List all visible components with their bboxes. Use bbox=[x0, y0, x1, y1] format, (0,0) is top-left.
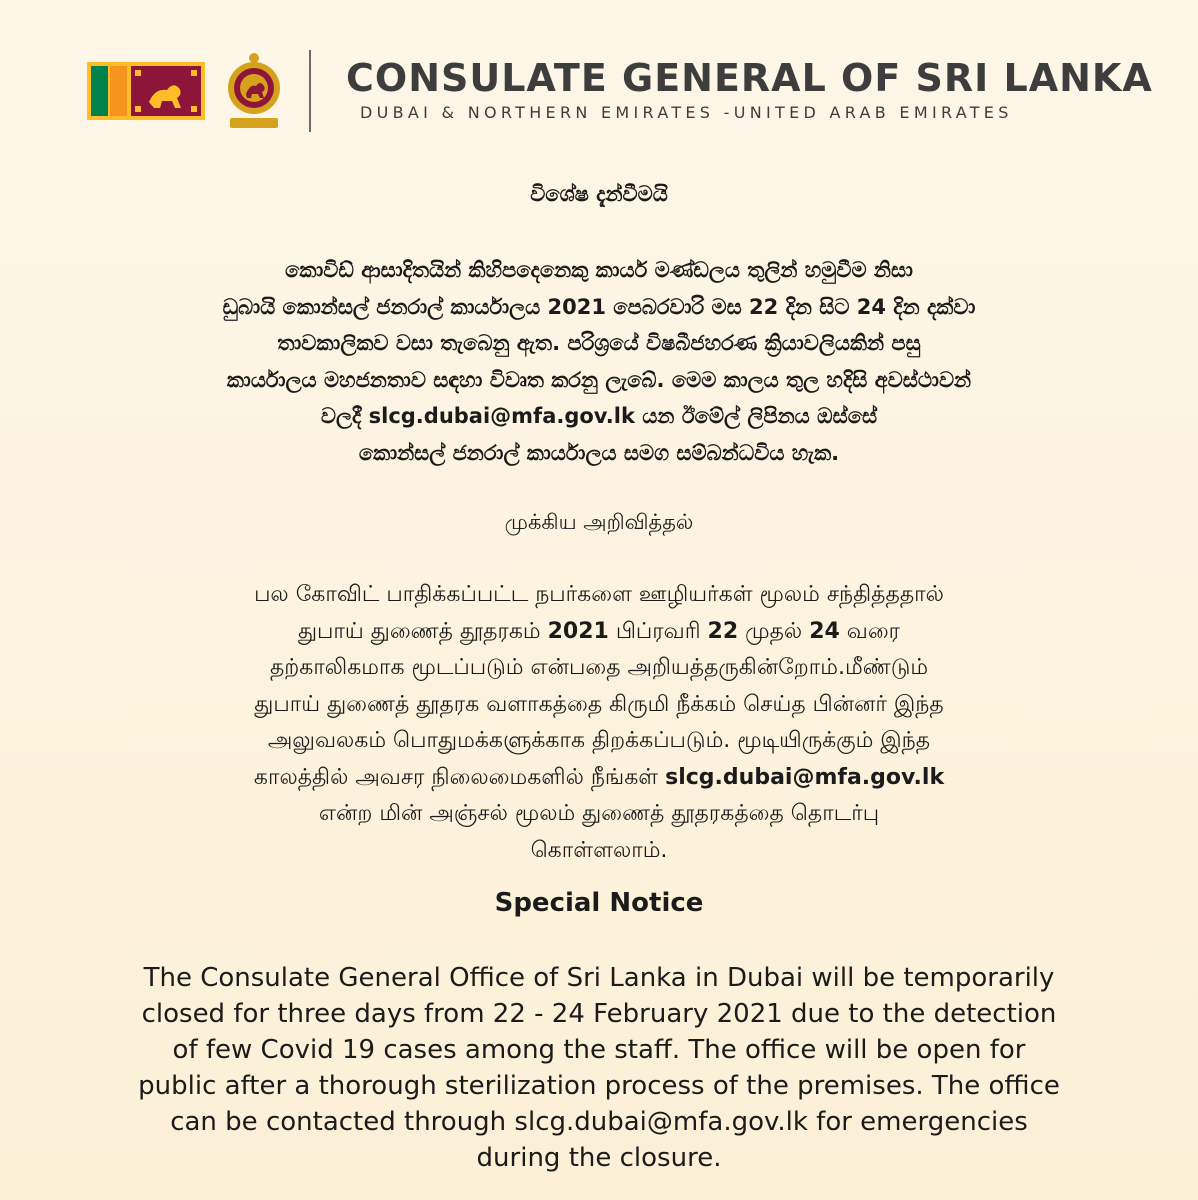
tamil-line: பல கோவிட் பாதிக்கப்பட்ட நபர்களை ஊழியர்கள் மூலம் சந்தித்ததால் bbox=[254, 582, 944, 607]
sinhala-line: තාවකාලිකව වසා තැබෙනු ඇත. පරිශ්‍රයේ විෂබීජහරණ ක්‍රියාවලියකින් පසු bbox=[277, 331, 921, 355]
tamil-heading: முக்கிய அறிவித்தல் bbox=[504, 510, 694, 534]
tamil-end-day: 24 bbox=[809, 618, 840, 644]
english-line: can be contacted through slcg.dubai@mfa.gov.lk for emergencies bbox=[170, 1107, 1028, 1137]
header bbox=[0, 0, 1198, 150]
tamil-start-day: 22 bbox=[707, 618, 739, 644]
english-line: during the closure. bbox=[476, 1143, 722, 1173]
tamil-line bbox=[60, 760, 1138, 797]
sinhala-line: කාර්යාලය මහජනතාව සඳහා විවෘත කරනු ලැබේ. මෙම කාලය තුල හදිසි අවස්ථාවන් bbox=[226, 367, 972, 392]
national-emblem-icon bbox=[226, 52, 282, 130]
sri-lanka-flag-icon bbox=[87, 62, 205, 120]
tamil-text: வரை bbox=[839, 618, 901, 644]
sinhala-notice bbox=[60, 252, 1138, 471]
tamil-line: துபாய் துணைத் தூதரக வளாகத்தை கிருமி நீக்கம் செய்த பின்னர் இந்த bbox=[254, 691, 944, 717]
tamil-line: தற்காலிகமாக மூடப்படும் என்பதை அறியத்தருகின்றோம்.மீண்டும் bbox=[269, 655, 929, 680]
english-line: of few Covid 19 cases among the staff. The office will be open for bbox=[172, 1035, 1026, 1065]
sinhala-heading: විශේෂ දැන්වීමයි bbox=[530, 182, 668, 206]
header-title: CONSULATE GENERAL OF SRI LANKA bbox=[346, 56, 1153, 100]
tamil-line bbox=[60, 614, 1138, 651]
tamil-line: கொள்ளலாம். bbox=[530, 837, 668, 863]
sinhala-line: කොන්සල් ජනරාල් කාර්යාලය සමග සම්බන්ධවිය හැක. bbox=[358, 440, 840, 465]
tamil-text: முதல் bbox=[738, 618, 810, 644]
english-line: public after a thorough sterilization process of the premises. The office bbox=[138, 1071, 1060, 1101]
english-heading: Special Notice bbox=[494, 888, 704, 918]
sinhala-line: ඩුබායි කොන්සල් ජනරාල් කාර්යාලය 2021 පෙබරවාරි මස 22 දින සිට 24 දින දක්වා bbox=[222, 294, 976, 319]
tamil-line: என்ற மின் அஞ்சல் மூலம் துணைத் தூதரகத்தை தொடர்பு bbox=[318, 801, 880, 826]
tamil-email: slcg.dubai@mfa.gov.lk bbox=[665, 764, 945, 790]
header-subtitle: DUBAI & NORTHERN EMIRATES -UNITED ARAB EMIRATES bbox=[360, 103, 1013, 122]
english-line: closed for three days from 22 - 24 February 2021 due to the detection bbox=[141, 999, 1057, 1029]
english-line: The Consulate General Office of Sri Lanka in Dubai will be temporarily bbox=[143, 963, 1055, 993]
header-divider bbox=[309, 50, 311, 132]
tamil-text: பிப்ரவரி bbox=[608, 618, 708, 644]
tamil-notice bbox=[60, 577, 1138, 869]
sinhala-line: වලදී slcg.dubai@mfa.gov.lk යන ඊමේල් ලිපිනය ඔස්සේ bbox=[320, 404, 878, 428]
sinhala-line: කොවිඩ් ආසාදිතයින් කිහිපදෙනෙකු කාර්ය මණ්ඩලය තුලින් හමුවීම නිසා bbox=[285, 258, 913, 282]
english-notice bbox=[60, 960, 1138, 1176]
tamil-text: துபாய் துணைத் தூதரகம் bbox=[297, 618, 548, 644]
tamil-line: அலுவலகம் பொதுமக்களுக்காக திறக்கப்படும். மூடியிருக்கும் இந்த bbox=[267, 728, 931, 753]
tamil-year: 2021 bbox=[547, 618, 609, 644]
tamil-text: காலத்தில் அவசர நிலைமைகளில் நீங்கள் bbox=[253, 764, 666, 790]
